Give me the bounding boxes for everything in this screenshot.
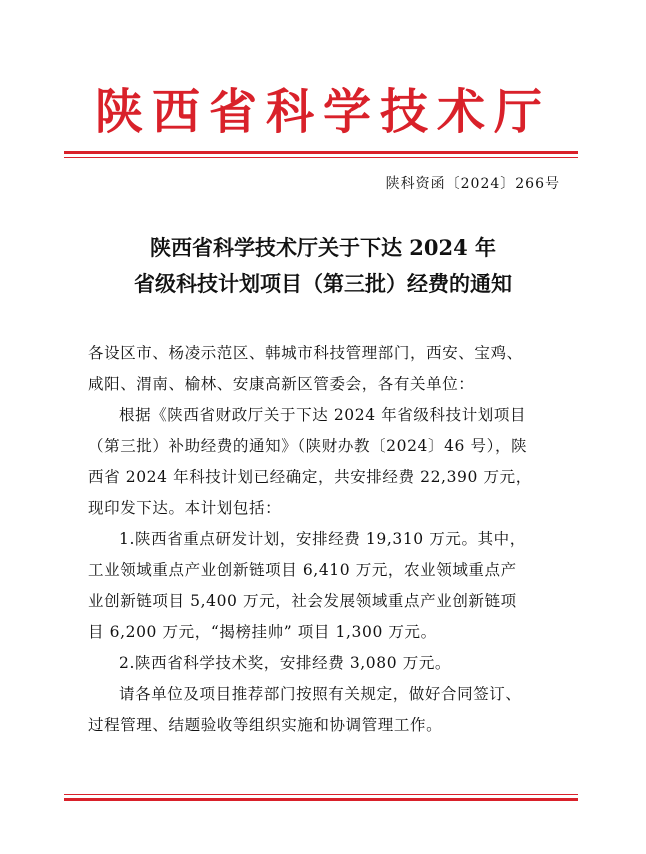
footer-divider-thick (64, 798, 578, 801)
body-line: 业创新链项目 5,400 万元，社会发展领域重点产业创新链项 (88, 592, 517, 610)
document-title-line-2: 省级科技计划项目（第三批）经费的通知 (134, 271, 512, 296)
body-line: 1.陕西省重点研发计划，安排经费 19,310 万元。其中， (119, 530, 526, 548)
header-divider-thick (64, 151, 578, 154)
body-line: 各设区市、杨凌示范区、韩城市科技管理部门，西安、宝鸡、 (88, 344, 523, 362)
body-line: 过程管理、结题验收等组织实施和协调管理工作。 (88, 716, 443, 734)
document-title (0, 230, 646, 302)
body-line: 现印发下达。本计划包括： (88, 499, 282, 517)
document-title-line-1: 陕西省科学技术厅关于下达 2024 年 (149, 235, 497, 260)
body-line: 西省 2024 年科技计划已经确定，共安排经费 22,390 万元， (88, 468, 532, 486)
header-divider-thin (64, 157, 578, 158)
body-line: 2.陕西省科学技术奖，安排经费 3,080 万元。 (119, 654, 452, 672)
document-number: 陕科资函〔2024〕266号 (385, 176, 560, 192)
body-line: 根据《陕西省财政厅关于下达 2024 年省级科技计划项目 (119, 406, 527, 424)
body-line: 请各单位及项目推荐部门按照有关规定，做好合同签订、 (119, 685, 522, 703)
organization-letterhead: 陕西省科学技术厅 (94, 84, 551, 140)
body-line: 咸阳、渭南、榆林、安康高新区管委会，各有关单位： (88, 375, 475, 393)
footer-divider-thin (64, 794, 578, 795)
body-line: （第三批）补助经费的通知》（陕财办教〔2024〕46 号），陕 (88, 437, 528, 455)
body-line: 工业领域重点产业创新链项目 6,410 万元，农业领域重点产 (88, 561, 517, 579)
document-body (88, 338, 568, 741)
body-line: 目 6,200 万元，“揭榜挂帅” 项目 1,300 万元。 (88, 623, 437, 641)
